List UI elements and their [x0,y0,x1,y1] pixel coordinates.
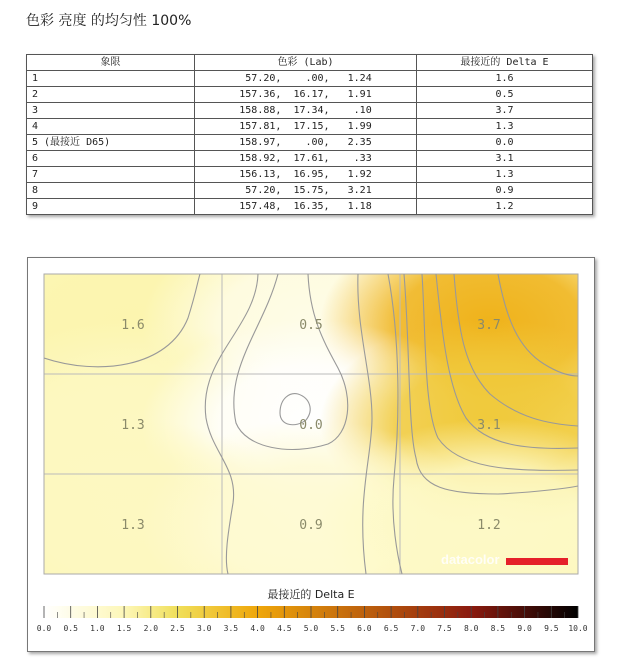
lab-cell: 158.97, .00, 2.35 [195,135,417,151]
lab-cell: 158.92, 17.61, .33 [195,151,417,167]
colorbar-tick-label: 4.5 [277,624,292,633]
colorbar-tick-label: 9.0 [517,624,532,633]
colorbar-tick-label: 8.5 [490,624,506,633]
colorbar-tick-label: 1.5 [116,624,132,633]
lab-cell: 156.13, 16.95, 1.92 [195,167,417,183]
quadrant-cell: 4 [27,119,195,135]
table-row [27,183,593,199]
column-header-delta-e: 最接近的 Delta E [417,55,593,71]
table-row [27,87,593,103]
table-row [27,167,593,183]
colorbar-tick-label: 6.5 [383,624,399,633]
colorbar-tick-label: 3.5 [223,624,239,633]
delta-e-cell: 3.7 [417,103,593,119]
colorbar-tick-label: 10.0 [568,624,588,633]
colorbar-tick-label: 7.5 [437,624,452,633]
quadrant-cell: 2 [27,87,195,103]
delta-e-cell: 1.2 [417,199,593,215]
quadrant-value-label: 1.6 [121,318,145,333]
table-row [27,135,593,151]
delta-e-cell: 1.3 [417,119,593,135]
quadrant-value-label: 3.1 [477,418,501,433]
colorbar-tick-label: 4.0 [250,624,265,633]
delta-e-cell: 0.5 [417,87,593,103]
quadrant-cell: 6 [27,151,195,167]
datacolor-logo-text: datacolor [441,552,500,567]
delta-e-cell: 0.0 [417,135,593,151]
datacolor-logo-bar [506,558,568,565]
table-header-row [27,55,593,71]
quadrant-value-label: 0.0 [299,418,323,433]
delta-e-cell: 0.9 [417,183,593,199]
page-title: 色彩 亮度 的均匀性 100% [26,13,192,29]
colorbar-tick-label: 8.0 [463,624,479,633]
uniformity-chart-frame [27,257,595,652]
quadrant-value-label: 0.5 [299,318,323,333]
table-row [27,71,593,87]
colorbar-tick-label: 2.0 [143,624,159,633]
quadrant-cell: 5 (最接近 D65) [27,135,195,151]
lab-cell: 157.36, 16.17, 1.91 [195,87,417,103]
colorbar-tick-label: 0.0 [36,624,52,633]
colorbar-tick-label: 5.0 [303,624,319,633]
quadrant-cell: 3 [27,103,195,119]
colorbar-tick-label: 1.0 [90,624,105,633]
lab-cell: 158.88, 17.34, .10 [195,103,417,119]
colorbar-tick-label: 2.5 [170,624,185,633]
quadrant-cell: 8 [27,183,195,199]
table-row [27,151,593,167]
quadrant-value-label: 3.7 [477,318,501,333]
quadrant-cell: 7 [27,167,195,183]
table-row [27,103,593,119]
colorbar-tick-label: 9.5 [544,624,559,633]
lab-cell: 57.20, 15.75, 3.21 [195,183,417,199]
lab-cell: 157.81, 17.15, 1.99 [195,119,417,135]
lab-cell: 157.48, 16.35, 1.18 [195,199,417,215]
lab-cell: 57.20, .00, 1.24 [195,71,417,87]
colorbar [37,606,588,633]
colorbar-title: 最接近的 Delta E [267,588,355,601]
quadrant-value-label: 1.2 [477,518,501,533]
quadrant-value-label: 1.3 [121,518,145,533]
column-header-lab: 色彩 (Lab) [195,55,417,71]
column-header-quadrant: 象限 [27,55,195,71]
colorbar-tick-label: 5.5 [330,624,345,633]
table-row [27,199,593,215]
quadrant-cell: 1 [27,71,195,87]
table-row [27,119,593,135]
colorbar-tick-label: 6.0 [357,624,372,633]
colorbar-tick-label: 0.5 [63,624,78,633]
uniformity-heatmap [28,258,594,651]
colorbar-tick-label: 7.0 [410,624,426,633]
delta-e-cell: 1.6 [417,71,593,87]
quadrant-value-label: 1.3 [121,418,145,433]
delta-e-cell: 1.3 [417,167,593,183]
quadrant-value-label: 0.9 [299,518,323,533]
colorbar-tick-label: 3.0 [196,624,212,633]
quadrant-cell: 9 [27,199,195,215]
quadrant-table [26,54,593,215]
delta-e-cell: 3.1 [417,151,593,167]
